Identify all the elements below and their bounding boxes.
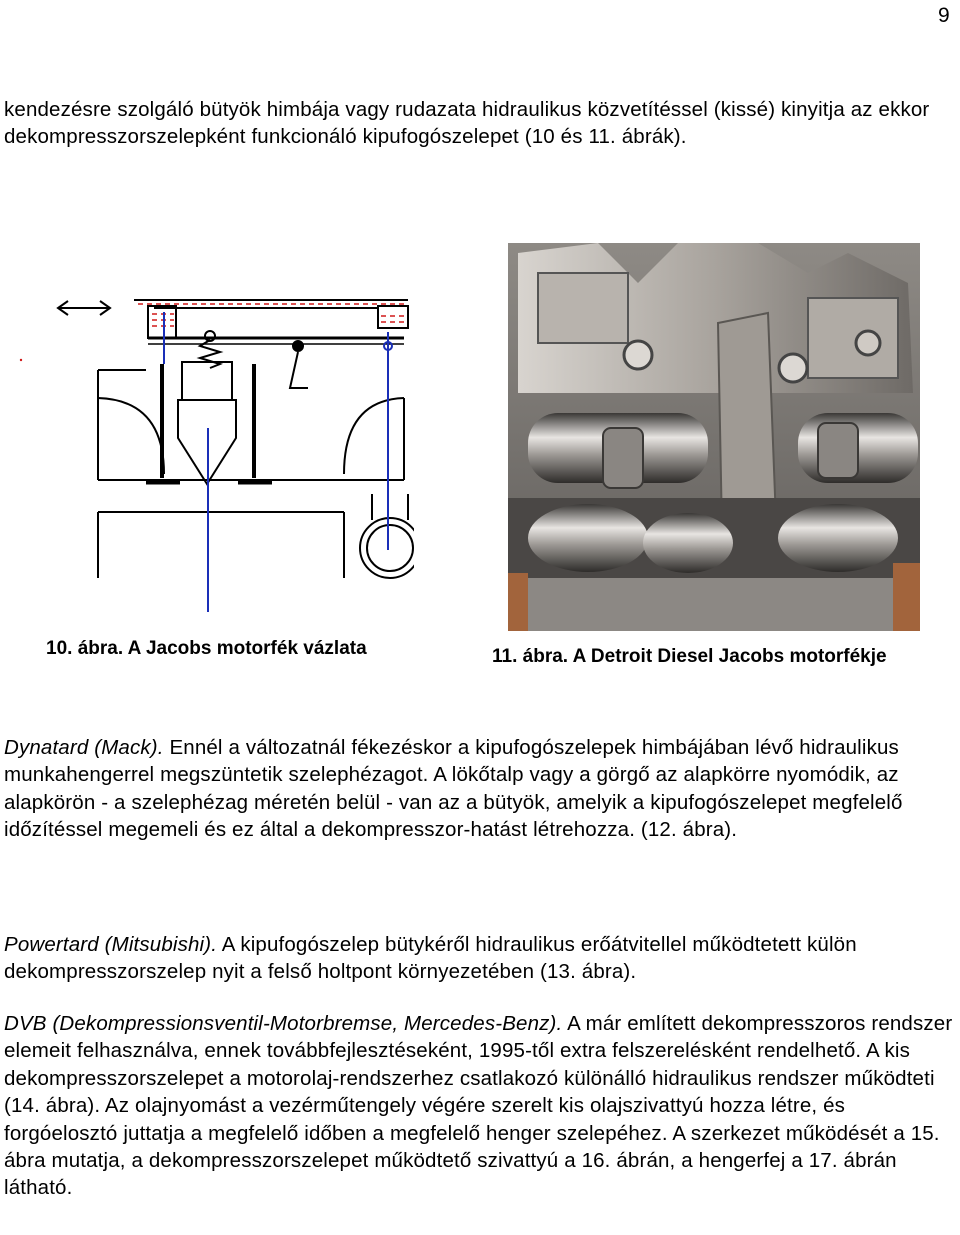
paragraph-lead: DVB (Dekompressionsventil-Motorbremse, Mercedes-Benz). xyxy=(4,1012,563,1035)
page-number: 9 xyxy=(938,4,950,27)
paragraph-dvb xyxy=(4,1010,956,1202)
figure-11-caption: 11. ábra. A Detroit Diesel Jacobs motorfékje xyxy=(492,646,887,667)
paragraph-lead: Powertard (Mitsubishi). xyxy=(4,933,218,956)
detroit-diesel-brake-photo xyxy=(508,243,920,631)
jacobs-brake-diagram xyxy=(14,288,414,620)
figure-10-caption: 10. ábra. A Jacobs motorfék vázlata xyxy=(46,638,367,659)
paragraph-intro xyxy=(4,96,956,151)
paragraph-lead: Dynatard (Mack). xyxy=(4,736,164,759)
paragraph-dynatard xyxy=(4,734,956,844)
paragraph-text: Ennél a változatnál fékezéskor a kipufogószelepek himbájában lévő hidraulikus munkahengerrel megszüntetik szelephézagot. A lökőtalp vagy a görgő az alapkörre nyomódik, az alapkörön - a szelephézag méretén belül - van az a bütyök, amelyik a kipufogószelepet megfelelő időzítéssel megemeli és ez által a dekompresszor-hatást létrehozza. (12. ábra). xyxy=(4,736,903,842)
paragraph-text: kendezésre szolgáló bütyök himbája vagy rudazata hidraulikus közvetítéssel (kissé) kinyitja az ekkor dekompresszorszelepként funkcionáló kipufogószelepet (10 és 11. ábrák). xyxy=(4,98,930,149)
paragraph-text: A kipufogószelep bütykéről hidraulikus erőátvitellel működtetett külön dekompresszorszelep nyit a felső holtpont környezetében (13. ábra). xyxy=(4,933,857,984)
paragraph-powertard xyxy=(4,931,956,986)
paragraph-text: A már említett dekompresszoros rendszer elemeit felhasználva, ennek továbbfejlesztéseként, 1995-től extra felszerelésként rendelhető. A kis dekompresszorszelepet a motorolaj-rendszerhez csatlakozó különálló hidraulikus rendszer működteti (14. ábra). Az olajnyomást a vezérműtengely végére szerelt kis olajszivattyú hozza létre, és forgóelosztó juttatja a megfelelő időben a megfelelő henger szelepéhez. A szerkezet működését a 15. ábra mutatja, a dekompresszorszelepet működtető szivattyú a 16. ábrán, a hengerfej a 17. ábrán látható. xyxy=(4,1012,953,1200)
